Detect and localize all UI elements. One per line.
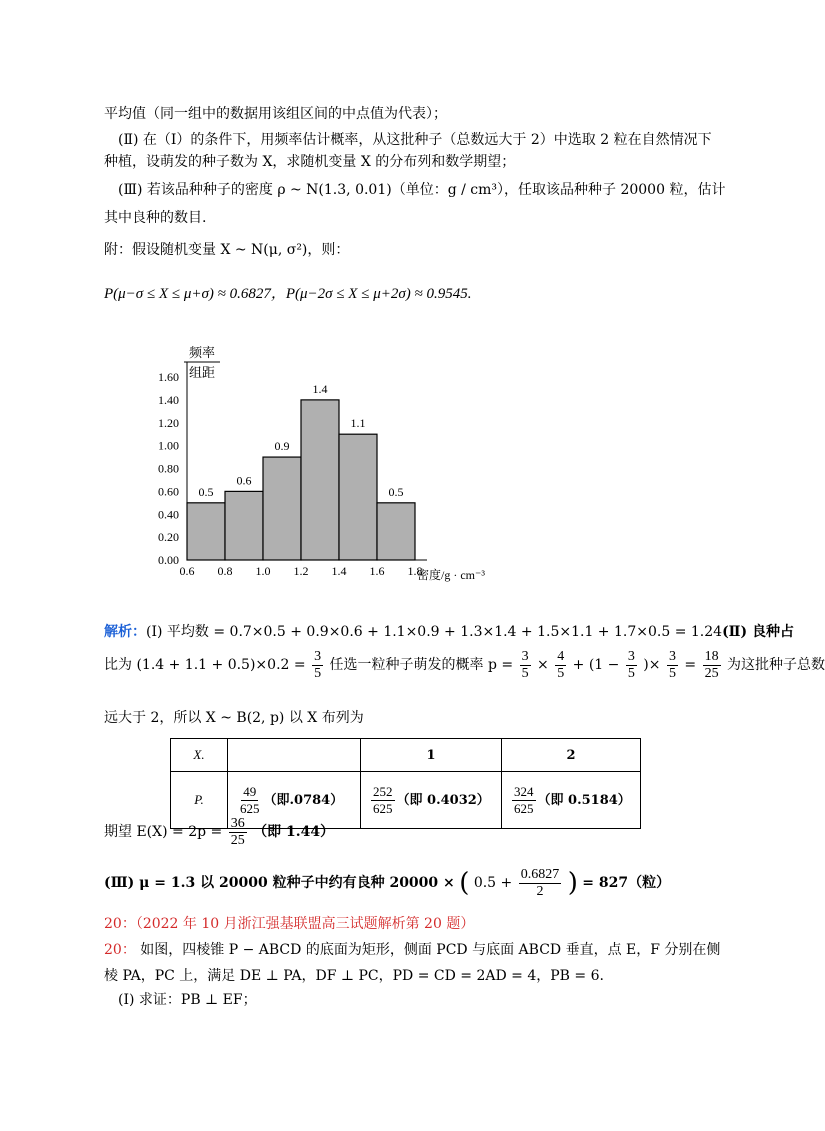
x-tick-label: 0.8: [217, 564, 233, 578]
fraction-4-5: $\frac{4}{5}$: [557, 648, 565, 681]
fraction-3-5-d: $\frac{3}{5}$: [668, 648, 676, 681]
bar-value-label: 0.5: [198, 484, 214, 499]
y-tick-label: 1.60: [158, 370, 179, 384]
part-3-result: = 827（粒）: [582, 875, 671, 891]
times-sign: ×: [537, 657, 549, 673]
appendix-line: 附：假设随机变量 X ~ N(μ, σ²)，则：: [104, 242, 350, 258]
y-tick-label: 1.20: [158, 415, 179, 430]
bar-value-label: 0.6: [236, 473, 252, 488]
solution-part-2-start: (Ⅱ) 良种占: [722, 624, 794, 640]
x-tick-label: 1.4: [331, 564, 347, 578]
question-3-line-1: (Ⅲ) 若该品种种子的密度 ρ ~ N(1.3, 0.01)（单位：g / cm³），任取该品种种子 20000 粒，估计: [118, 182, 726, 198]
fraction-3-5: $\frac{3}{5}$: [314, 648, 322, 681]
part-3-paren-text: 0.5 +: [473, 875, 513, 891]
y-tick-label: 1.00: [158, 438, 179, 453]
y-axis-label-bottom: 组距: [188, 365, 216, 380]
y-tick-label: 0.00: [158, 553, 179, 567]
table-header-1: 1: [361, 739, 502, 772]
total-text: 为这批种子总数: [727, 657, 825, 673]
y-tick-label: 0.40: [158, 507, 179, 522]
question-20-number: 20：: [104, 942, 136, 958]
close-paren-times: )×: [643, 657, 661, 673]
solution-part-1: (Ⅰ) 平均数 = 0.7×0.5 + 0.9×0.6 + 1.1×0.9 + 1.3×1.4 + 1.5×1.1 + 1.7×0.5 = 1.24: [146, 624, 723, 640]
table-p-label: P.: [171, 772, 228, 829]
frequency-histogram: [140, 340, 500, 580]
bar-value-label: 1.4: [312, 381, 328, 396]
histogram-bar: [225, 491, 263, 560]
question-2-line-1: (Ⅱ) 在（Ⅰ）的条件下，用频率估计概率，从这批种子（总数远大于 2）中选取 2 粒在自然情况下: [118, 132, 712, 148]
fraction-18-25: $\frac{18}{25}$: [704, 648, 719, 681]
question-2-line-2: 种植，设萌发的种子数为 X，求随机变量 X 的分布列和数学期望；: [104, 154, 516, 170]
y-tick-label: 1.40: [158, 392, 179, 407]
x-tick-label: 1.0: [255, 564, 271, 578]
x-tick-label: 0.6: [179, 564, 195, 578]
bar-value-label: 0.9: [274, 439, 290, 454]
solution-label: 解析：: [104, 624, 146, 640]
table-cell-p1: $\frac{252}{625}$ （即 0.4032）: [361, 772, 502, 829]
fraction-3-5-b: $\frac{3}{5}$: [521, 648, 529, 681]
expectation-value: （即 1.44）: [253, 824, 335, 840]
histogram-bar: [377, 503, 415, 560]
fraction-36-25: $\frac{36}{25}$: [230, 815, 245, 848]
question-3-line-2: 其中良种的数目.: [104, 210, 207, 226]
x-tick-label: 1.2: [293, 564, 309, 578]
table-header-2: 2: [502, 739, 641, 772]
intro-line: 平均值（同一组中的数据用该组区间的中点值为代表）；: [104, 106, 447, 122]
plus-one-minus: + (1 −: [572, 657, 620, 673]
histogram-bar: [301, 400, 339, 560]
solution-line-2: [104, 648, 825, 682]
x-tick-label: 1.6: [369, 564, 385, 578]
x-axis-label: 密度/g · cm⁻³: [417, 568, 485, 582]
part-3-text: (Ⅲ) μ = 1.3 以 20000 粒种子中约有良种 20000 ×: [104, 875, 455, 891]
y-axis-label: [184, 345, 220, 380]
fraction-6827-2: $\frac{0.6827}{2}$: [520, 866, 560, 899]
equals-sign: =: [684, 657, 697, 673]
part-3-solution: (Ⅲ) μ = 1.3 以 20000 粒种子中约有良种 20000 × ( 0.5 + $\frac{0.6827}{2}$ ) = 827（粒）: [104, 866, 671, 899]
question-20-line-3: (Ⅰ) 求证：PB ⊥ EF；: [118, 992, 257, 1008]
normal-formula: P(μ−σ ≤ X ≤ μ+σ) ≈ 0.6827，P(μ−2σ ≤ X ≤ μ+2σ) ≈ 0.9545.: [104, 286, 472, 302]
histogram-bar: [187, 503, 225, 560]
histogram-bar: [263, 457, 301, 560]
solution-line-1: [104, 622, 794, 642]
ratio-text: 比为 (1.4 + 1.1 + 0.5)×0.2 =: [104, 657, 306, 673]
y-tick-label: 0.60: [158, 484, 179, 499]
table-cell-p2: $\frac{324}{625}$ （即 0.5184）: [502, 772, 641, 829]
probability-text: 任选一粒种子萌发的概率 p =: [329, 657, 514, 673]
bar-value-label: 0.5: [388, 484, 404, 499]
fraction-3-5-c: $\frac{3}{5}$: [627, 648, 635, 681]
question-20-text-1: 如图，四棱锥 P − ABCD 的底面为矩形，侧面 PCD 与底面 ABCD 垂直，点 E，F 分别在侧: [135, 942, 721, 958]
expectation-text: 期望 E(X) = 2p =: [104, 824, 223, 840]
question-20-line-1: [104, 940, 740, 960]
histogram-bar: [339, 434, 377, 560]
y-tick-label: 0.80: [158, 461, 179, 476]
y-axis-label-top: 频率: [188, 345, 216, 360]
bar-value-label: 1.1: [350, 416, 366, 431]
distribution-intro: 远大于 2，所以 X ~ B(2, p) 以 X 布列为: [104, 710, 364, 726]
y-tick-label: 0.20: [158, 530, 179, 545]
table-header-x: X.: [171, 739, 228, 772]
table-cell-p0: $\frac{49}{625}$ （即.0784）: [228, 772, 361, 829]
expectation-line: [104, 815, 740, 849]
x-tick-label: 1.8: [407, 564, 423, 578]
table-header-0: [228, 739, 361, 772]
question-20-title: 20：（2022 年 10 月浙江强基联盟高三试题解析第 20 题）: [104, 916, 475, 932]
question-20-line-2: 棱 PA，PC 上，满足 DE ⊥ PA，DF ⊥ PC，PD = CD = 2AD = 4，PB = 6.: [104, 968, 604, 984]
